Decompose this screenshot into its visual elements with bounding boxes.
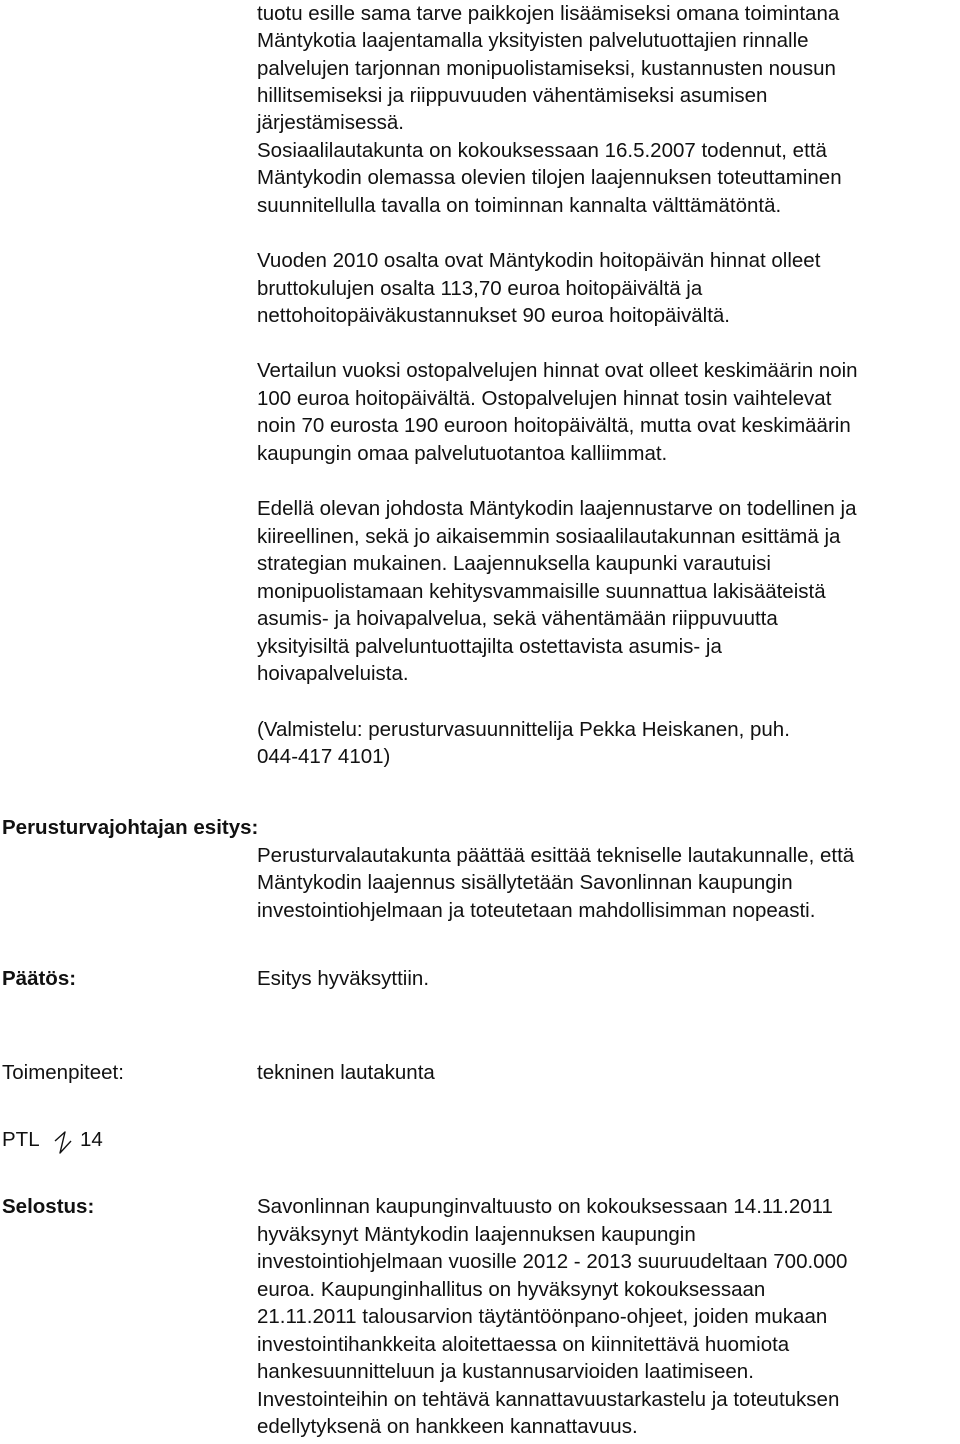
- text-line: nettohoitopäiväkustannukset 90 euroa hoitopäivältä.: [257, 304, 730, 327]
- text-line: investointiohjelmaan ja toteutetaan mahdollisimman nopeasti.: [257, 899, 816, 922]
- explanation-label: Selostus:: [2, 1195, 95, 1218]
- text-line: Perusturvalautakunta päättää esittää tekniselle lautakunnalle, että: [257, 844, 855, 867]
- text-line: Vuoden 2010 osalta ovat Mäntykodin hoitopäivän hinnat olleet: [257, 249, 821, 272]
- text-line: hankesuunnitteluun ja kustannusarvioiden laatimiseen.: [257, 1360, 754, 1383]
- section-number: 14: [80, 1128, 103, 1151]
- decision-text: Esitys hyväksyttiin.: [257, 967, 430, 990]
- text-line: Savonlinnan kaupunginvaltuusto on kokouksessaan 14.11.2011: [257, 1195, 833, 1218]
- text-line: Mäntykotia laajentamalla yksityisten palvelutuottajien rinnalle: [257, 29, 809, 52]
- text-line: tuotu esille sama tarve paikkojen lisäämiseksi omana toimintana: [257, 2, 840, 25]
- text-line: 044-417 4101): [257, 745, 391, 768]
- text-line: 100 euroa hoitopäivältä. Ostopalvelujen hinnat tosin vaihtelevat: [257, 387, 832, 410]
- text-line: hillitsemiseksi ja riippuvuuden vähentämiseksi asumisen: [257, 84, 768, 107]
- text-line: investointihankkeita aloitettaessa on kiinnitettävä huomiota: [257, 1333, 790, 1356]
- text-line: euroa. Kaupunginhallitus on hyväksynyt kokouksessaan: [257, 1278, 766, 1301]
- text-line: palvelujen tarjonnan monipuolistamiseksi, kustannusten nousun: [257, 57, 836, 80]
- text-line: Mäntykodin laajennus sisällytetään Savonlinnan kaupungin: [257, 871, 793, 894]
- text-line: edellytyksenä on hankkeen kannattavuus.: [257, 1415, 638, 1438]
- text-line: hyväksynyt Mäntykodin laajennuksen kaupungin: [257, 1223, 696, 1246]
- actions-label: Toimenpiteet:: [2, 1061, 124, 1084]
- text-line: kiireellinen, sekä jo aikaisemmin sosiaalilautakunnan esittämä ja: [257, 525, 841, 548]
- text-line: Vertailun vuoksi ostopalvelujen hinnat ovat olleet keskimäärin noin: [257, 359, 858, 382]
- actions-text: tekninen lautakunta: [257, 1061, 435, 1084]
- text-line: bruttokulujen osalta 113,70 euroa hoitopäivältä ja: [257, 277, 703, 300]
- text-line: Mäntykodin olemassa olevien tilojen laajennuksen toteuttaminen: [257, 166, 842, 189]
- decision-label: Päätös:: [2, 967, 77, 990]
- text-line: järjestämisessä.: [257, 111, 404, 134]
- text-line: kaupungin omaa palvelutuotantoa kalliimmat.: [257, 442, 668, 465]
- text-line: (Valmistelu: perusturvasuunnittelija Pekka Heiskanen, puh.: [257, 718, 790, 741]
- text-line: strategian mukainen. Laajennuksella kaupunki varautuisi: [257, 552, 771, 575]
- text-line: 21.11.2011 talousarvion täytäntöönpano-ohjeet, joiden mukaan: [257, 1305, 828, 1328]
- text-line: Investointeihin on tehtävä kannattavuustarkastelu ja toteutuksen: [257, 1388, 840, 1411]
- text-line: monipuolistamaan kehitysvammaisille suunnattua lakisääteistä: [257, 580, 826, 603]
- text-line: yksityisiltä palveluntuottajilta ostettavista asumis- ja: [257, 635, 722, 658]
- text-line: Edellä olevan johdosta Mäntykodin laajennustarve on todellinen ja: [257, 497, 857, 520]
- text-line: investointiohjelmaan vuosille 2012 - 2013 suuruudeltaan 700.000: [257, 1250, 848, 1273]
- text-line: noin 70 eurosta 190 euroon hoitopäivältä, mutta ovat keskimäärin: [257, 414, 851, 437]
- text-line: Sosiaalilautakunta on kokouksessaan 16.5.2007 todennut, että: [257, 139, 827, 162]
- text-line: suunnitellulla tavalla on toiminnan kannalta välttämätöntä.: [257, 194, 782, 217]
- proposal-heading: Perusturvajohtajan esitys:: [2, 816, 259, 839]
- section-prefix: PTL: [2, 1128, 40, 1151]
- text-line: hoivapalveluista.: [257, 662, 409, 685]
- text-line: asumis- ja hoivapalvelua, sekä vähentämään riippuvuutta: [257, 607, 778, 630]
